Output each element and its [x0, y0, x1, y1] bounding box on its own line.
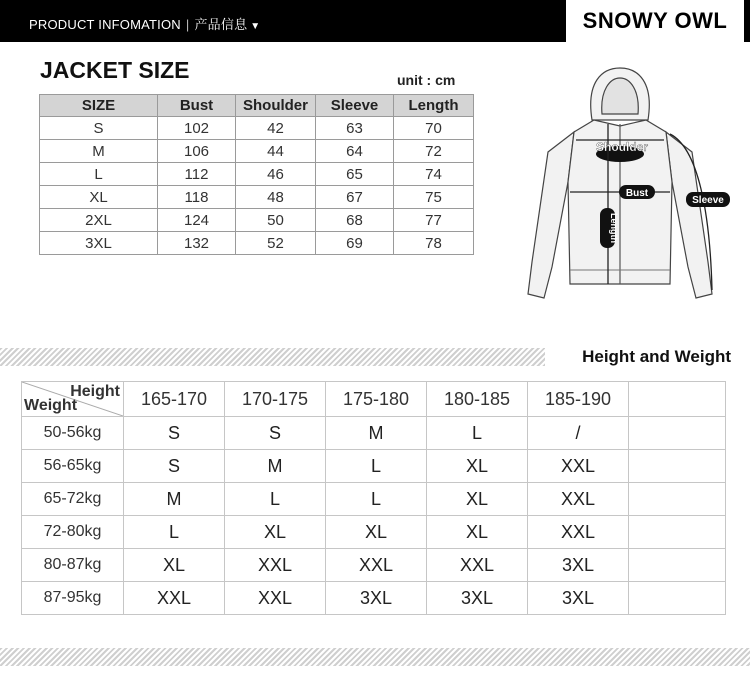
size-cell — [629, 483, 726, 516]
size-cell: 3XL — [326, 582, 427, 615]
sleeve-cell: 68 — [316, 209, 394, 232]
size-cell: L — [40, 163, 158, 186]
hw-row — [22, 582, 726, 615]
bust-cell: 132 — [158, 232, 236, 255]
jacket-size-title: JACKET SIZE — [40, 57, 190, 83]
length-cell: 78 — [394, 232, 474, 255]
size-cell: L — [225, 483, 326, 516]
size-cell: 3XL — [528, 549, 629, 582]
size-row — [40, 140, 474, 163]
hw-header-row — [22, 382, 726, 417]
size-cell: S — [124, 417, 225, 450]
size-cell: XXL — [528, 483, 629, 516]
size-cell — [629, 450, 726, 483]
size-cell: M — [326, 417, 427, 450]
length-cell: 72 — [394, 140, 474, 163]
hw-row — [22, 516, 726, 549]
hw-row — [22, 450, 726, 483]
size-cell: L — [427, 417, 528, 450]
shoulder-cell: 42 — [236, 117, 316, 140]
col-header-shoulder: Shoulder — [236, 95, 316, 117]
hw-row — [22, 417, 726, 450]
weight-cell: 87-95kg — [22, 582, 124, 615]
size-cell: / — [528, 417, 629, 450]
jacket-illustration — [520, 62, 750, 307]
stripe-divider-bottom — [0, 648, 750, 666]
length-cell: 74 — [394, 163, 474, 186]
weight-cell: 80-87kg — [22, 549, 124, 582]
size-cell: XL — [40, 186, 158, 209]
size-row — [40, 232, 474, 255]
size-cell: M — [225, 450, 326, 483]
size-cell: M — [124, 483, 225, 516]
size-cell: XXL — [326, 549, 427, 582]
height-header: 175-180 — [326, 382, 427, 417]
size-cell: XL — [124, 549, 225, 582]
jacket-measurement-figure — [520, 62, 750, 307]
size-table-header — [40, 95, 474, 117]
size-cell: XXL — [528, 516, 629, 549]
height-header-empty — [629, 382, 726, 417]
size-cell: S — [40, 117, 158, 140]
jacket-size-table — [39, 94, 474, 255]
length-cell: 77 — [394, 209, 474, 232]
size-cell: 3XL — [40, 232, 158, 255]
length-cell: 70 — [394, 117, 474, 140]
sleeve-cell: 65 — [316, 163, 394, 186]
size-row — [40, 186, 474, 209]
size-cell: 3XL — [427, 582, 528, 615]
shoulder-cell: 46 — [236, 163, 316, 186]
size-cell: XXL — [124, 582, 225, 615]
size-cell: 3XL — [528, 582, 629, 615]
height-header: 165-170 — [124, 382, 225, 417]
size-cell: XL — [225, 516, 326, 549]
hw-corner-cell — [22, 382, 124, 417]
size-cell: S — [225, 417, 326, 450]
height-header: 180-185 — [427, 382, 528, 417]
product-info-title-cn: 产品信息 — [194, 17, 248, 32]
weight-cell: 65-72kg — [22, 483, 124, 516]
sleeve-cell: 64 — [316, 140, 394, 163]
sleeve-label: Sleeve — [692, 195, 724, 206]
size-cell: 2XL — [40, 209, 158, 232]
size-cell: XL — [427, 516, 528, 549]
size-cell: L — [326, 450, 427, 483]
size-cell: XXL — [427, 549, 528, 582]
sleeve-cell: 67 — [316, 186, 394, 209]
hw-row — [22, 549, 726, 582]
corner-height-label: Height — [70, 383, 120, 400]
bust-cell: 124 — [158, 209, 236, 232]
size-cell: L — [326, 483, 427, 516]
col-header-bust: Bust — [158, 95, 236, 117]
shoulder-cell: 50 — [236, 209, 316, 232]
product-info-title: PRODUCT INFOMATION — [29, 17, 181, 32]
weight-cell: 72-80kg — [22, 516, 124, 549]
sleeve-cell: 69 — [316, 232, 394, 255]
sleeve-cell: 63 — [316, 117, 394, 140]
product-info-menu[interactable] — [29, 14, 260, 33]
size-cell: S — [124, 450, 225, 483]
bust-cell: 102 — [158, 117, 236, 140]
bust-cell: 106 — [158, 140, 236, 163]
height-weight-title: Height and Weight — [545, 343, 750, 371]
bust-label: Bust — [625, 188, 649, 199]
size-row — [40, 209, 474, 232]
col-header-size: SIZE — [40, 95, 158, 117]
size-cell — [629, 417, 726, 450]
dropdown-arrow-icon: ▼ — [250, 21, 261, 32]
size-cell: XL — [427, 483, 528, 516]
weight-cell: 56-65kg — [22, 450, 124, 483]
length-cell: 75 — [394, 186, 474, 209]
brand-logo: SNOWY OWL — [566, 0, 744, 42]
height-header: 170-175 — [225, 382, 326, 417]
size-cell: M — [40, 140, 158, 163]
size-cell — [629, 582, 726, 615]
bust-cell: 112 — [158, 163, 236, 186]
corner-weight-label: Weight — [24, 397, 78, 414]
size-row — [40, 117, 474, 140]
hw-row — [22, 483, 726, 516]
title-separator: | — [185, 17, 190, 32]
length-label: Length — [609, 213, 619, 243]
unit-label: unit : cm — [397, 72, 456, 88]
shoulder-cell: 44 — [236, 140, 316, 163]
bust-cell: 118 — [158, 186, 236, 209]
col-header-length: Length — [394, 95, 474, 117]
size-cell — [629, 549, 726, 582]
size-row — [40, 163, 474, 186]
size-cell: XL — [326, 516, 427, 549]
weight-cell: 50-56kg — [22, 417, 124, 450]
height-weight-table — [21, 381, 726, 615]
size-cell: XXL — [225, 582, 326, 615]
size-cell: XL — [427, 450, 528, 483]
shoulder-cell: 48 — [236, 186, 316, 209]
height-header: 185-190 — [528, 382, 629, 417]
size-cell: L — [124, 516, 225, 549]
size-cell — [629, 516, 726, 549]
size-cell: XXL — [225, 549, 326, 582]
col-header-sleeve: Sleeve — [316, 95, 394, 117]
size-cell: XXL — [528, 450, 629, 483]
shoulder-cell: 52 — [236, 232, 316, 255]
shoulder-label: Shoulder — [595, 140, 649, 154]
top-header-bar — [0, 0, 750, 42]
